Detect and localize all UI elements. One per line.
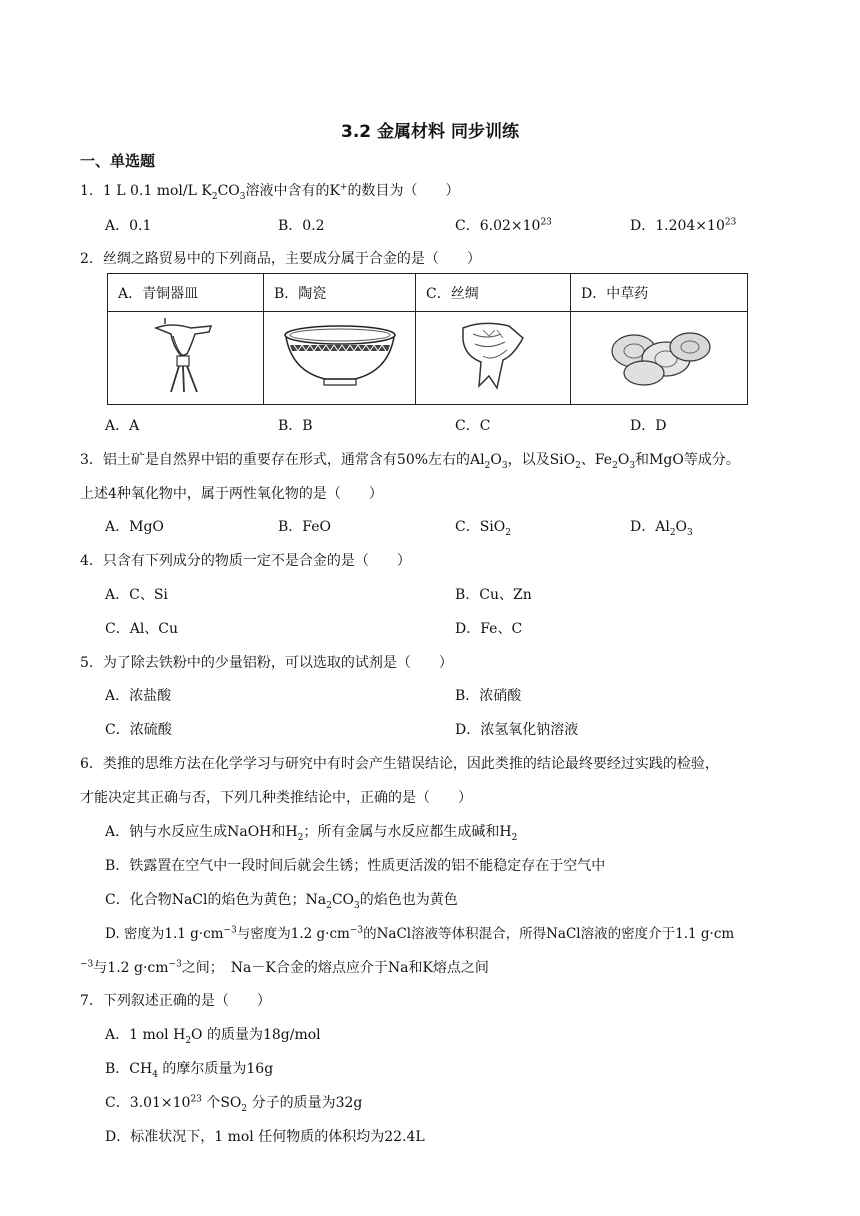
q2-header-b: B．陶瓷 [264,274,416,312]
q4-option-c: C．Al、Cu [105,621,179,637]
q4-option-b: B．Cu、Zn [455,587,532,603]
question-5-stem: 5．为了除去铁粉中的少量铝粉，可以选取的试剂是（ ） [80,655,453,671]
question-4-stem: 4．只含有下列成分的物质一定不是合金的是（ ） [80,553,411,569]
question-6-stem-line2: 才能决定其正确与否，下列几种类推结论中，正确的是（ ） [80,790,472,806]
q4-option-d: D．Fe、C [455,621,523,637]
question-2-stem: 2．丝绸之路贸易中的下列商品，主要成分属于合金的是（ ） [80,251,481,267]
q2-option-b: B．B [278,418,313,434]
q2-header-d: D．中草药 [571,274,748,312]
q2-option-a: A．A [105,418,140,434]
q5-option-c: C．浓硫酸 [105,722,172,738]
q2-option-table [107,273,748,405]
q3-option-d: D．$Al_2O_3$ [630,519,693,538]
question-7-stem: 7．下列叙述正确的是（ ） [80,993,271,1009]
q2-header-a: A．青铜器皿 [108,274,264,312]
q2-header-c: C．丝绸 [416,274,571,312]
silk-scarf-image [416,312,571,405]
question-3-stem-line1: 3．铝土矿是自然界中铝的重要存在形式，通常含有50%左右的$Al_2O_3$，以及SiO$_2$、$Fe_2O_3$和MgO等成分。 [80,452,740,471]
q4-option-a: A．C、Si [105,587,168,603]
porcelain-bowl-image [264,312,416,405]
q5-option-b: B．浓硝酸 [455,688,522,704]
q1-option-b: B．0.2 [278,218,325,234]
q6-option-b: B．铁露置在空气中一段时间后就会生锈；性质更活泼的铝不能稳定存在于空气中 [105,858,606,874]
question-3-stem-line2: 上述4种氧化物中，属于两性氧化物的是（ ） [80,486,383,502]
herbal-medicine-image [571,312,748,405]
q5-option-a: A．浓盐酸 [105,688,172,704]
section-heading: 一、单选题 [80,152,156,170]
q5-option-d: D．浓氢氧化钠溶液 [455,722,579,738]
q7-option-d: D．标准状况下，1 mol 任何物质的体积均为22.4L [105,1129,425,1145]
q6-option-d-line2: $^{-3}$与1.2 $g\cdot cm^{-3}$之间； Na－K合金的熔点应介于Na和K熔点之间 [80,959,489,976]
q7-option-b: B．$CH_4$ 的摩尔质量为16g [105,1061,274,1080]
q6-option-d-line1: D. 密度为1.1 $g\cdot cm^{-3}$与密度为1.2 $g\cdot cm^{-3}$的NaCl溶液等体积混合，所得NaCl溶液的密度介于1.1 g·cm [105,925,735,942]
q3-option-c: C．SiO$_2$ [455,519,511,538]
q2-option-c: C．C [455,418,491,434]
q6-option-c: C．化合物NaCl的焰色为黄色；$Na_2CO_3$的焰色也为黄色 [105,892,458,911]
q1-option-d: D．$1.204\times 10^{23}$ [630,217,737,234]
q6-option-a: A．钠与水反应生成NaOH和$H_2$；所有金属与水反应都生成碱和$H_2$ [105,824,518,843]
q1-option-c: C．$6.02\times 10^{23}$ [455,217,552,234]
q1-option-a: A．0.1 [105,218,152,234]
page-title: 3.2 金属材料 同步训练 [341,122,519,142]
q7-option-a: A．1 mol $H_2O$ 的质量为18g/mol [105,1027,321,1046]
q2-option-d: D．D [630,418,667,434]
q3-option-a: A．MgO [105,519,164,535]
question-1-stem: 1．1 L 0.1 mol/L $K_2CO_3$溶液中含有的K+的数目为（ ） [80,182,460,202]
q7-option-c: C．$3.01\times 10^{23}$ 个$SO_2$ 分子的质量为32g [105,1094,363,1114]
bronze-vessel-image [108,312,264,405]
question-6-stem-line1: 6．类推的思维方法在化学学习与研究中有时会产生错误结论，因此类推的结论最终要经过实践的检验， [80,756,719,772]
q3-option-b: B．FeO [278,519,331,535]
